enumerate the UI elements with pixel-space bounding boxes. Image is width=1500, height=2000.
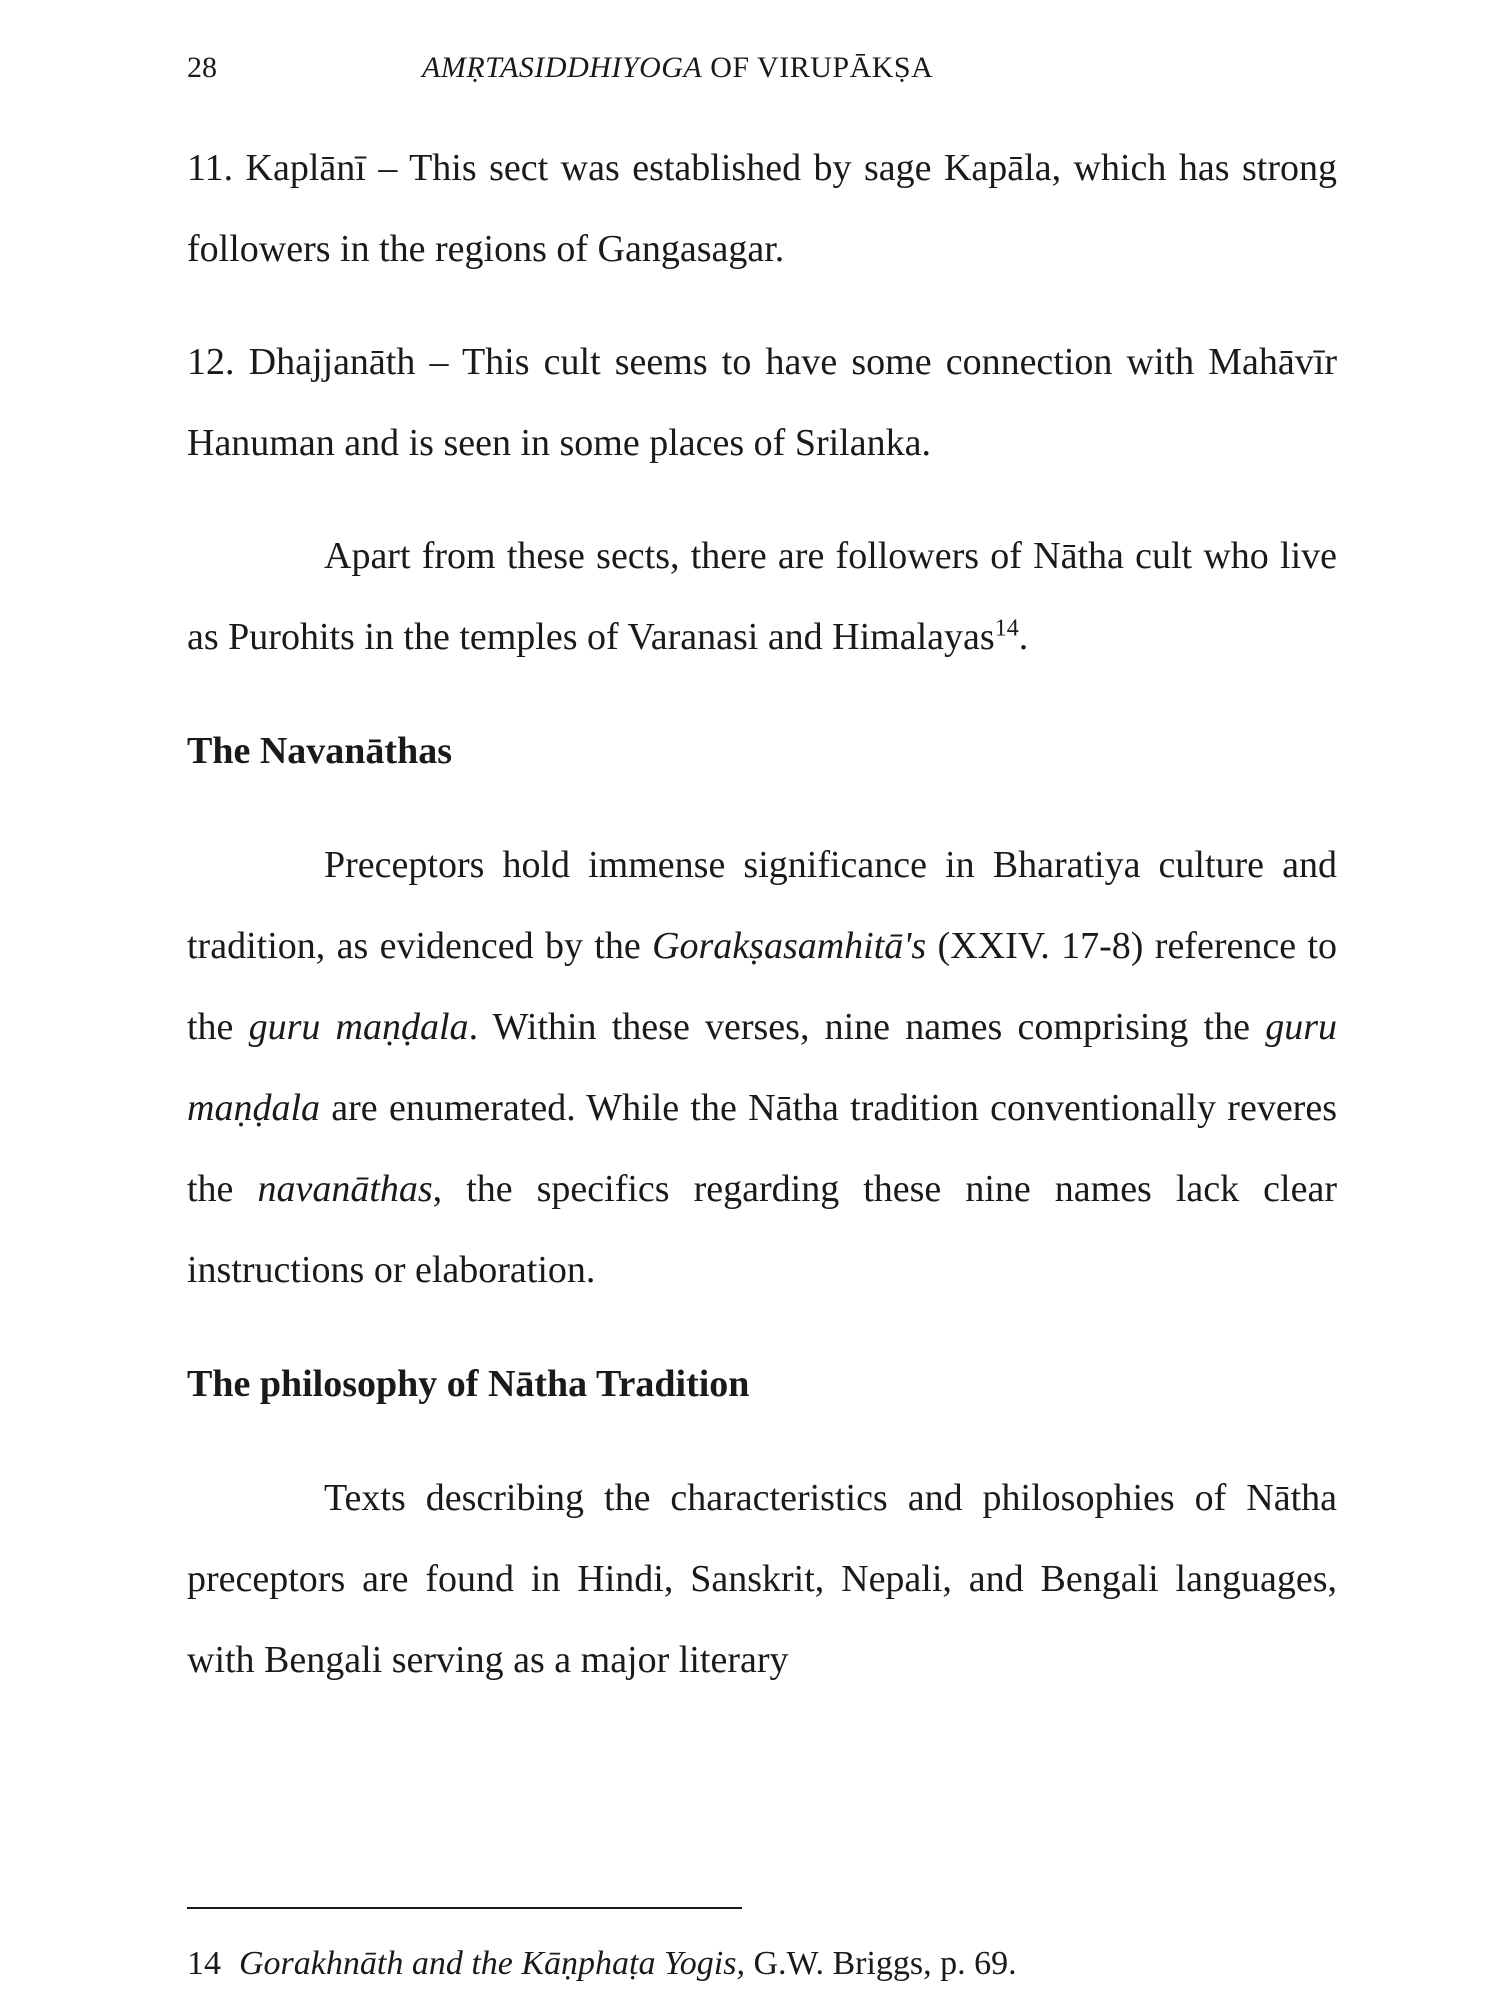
footnote-title: Gorakhnāth and the Kāṇphaṭa Yogis,: [239, 1945, 745, 1982]
page-number: 28: [187, 51, 217, 84]
list-item-number: 12.: [187, 341, 235, 383]
preceptors-italic-4: navanāthas: [257, 1168, 433, 1210]
list-item-number: 11.: [187, 147, 234, 189]
paragraph-apart-end: .: [1018, 616, 1029, 658]
footnote: [187, 1942, 1337, 1986]
running-title: [422, 48, 933, 88]
footnote-rest: G.W. Briggs, p. 69.: [744, 1945, 1017, 1982]
footnote-divider: [187, 1907, 742, 1909]
section-heading-navanathas: The Navanāthas: [187, 730, 452, 772]
list-item: [187, 322, 1337, 484]
preceptors-text-1: Preceptors hold immense significance in Bharatiya culture and tradition, as evidenced by the: [187, 844, 1337, 967]
page-body: [187, 128, 1337, 1701]
preceptors-italic-3: guru maṇḍala: [187, 1006, 1337, 1129]
paragraph-texts: Texts describing the characteristics and philosophies of Nātha preceptors are found in Hindi, Sanskrit, Nepali, and Bengali languages, with Bengali serving as a major literary: [187, 1477, 1337, 1681]
paragraph-preceptors: [187, 825, 1337, 1311]
preceptors-italic-1: Gorakṣasamhitā's: [652, 925, 927, 967]
running-title-rest: OF VIRUPĀKṢA: [702, 51, 934, 84]
list-item-text: Dhajjanāth – This cult seems to have some connection with Mahāvīr Hanuman and is seen in some places of Srilanka.: [187, 341, 1337, 464]
footnote-number: 14: [187, 1945, 221, 1982]
running-title-italic: AMṚTASIDDHIYOGA: [422, 51, 703, 84]
preceptors-text-2: (XXIV. 17-8) reference to the: [187, 925, 1337, 1048]
list-item: [187, 128, 1337, 290]
footnote-reference: 14: [994, 615, 1019, 642]
preceptors-italic-2: guru maṇḍala: [248, 1006, 469, 1048]
preceptors-text-5: , the specifics regarding these nine names lack clear instructions or elaboration.: [187, 1168, 1337, 1291]
preceptors-text-3: . Within these verses, nine names comprising the: [468, 1006, 1266, 1048]
paragraph-apart-text: Apart from these sects, there are followers of Nātha cult who live as Purohits in the temples of Varanasi and Himalayas: [187, 535, 1337, 658]
list-item-text: Kaplānī – This sect was established by sage Kapāla, which has strong followers in the regions of Gangasagar.: [187, 147, 1337, 270]
section-heading-philosophy: The philosophy of Nātha Tradition: [187, 1363, 750, 1405]
paragraph-apart: [187, 516, 1337, 678]
preceptors-text-4: are enumerated. While the Nātha tradition conventionally reveres the: [187, 1087, 1337, 1210]
